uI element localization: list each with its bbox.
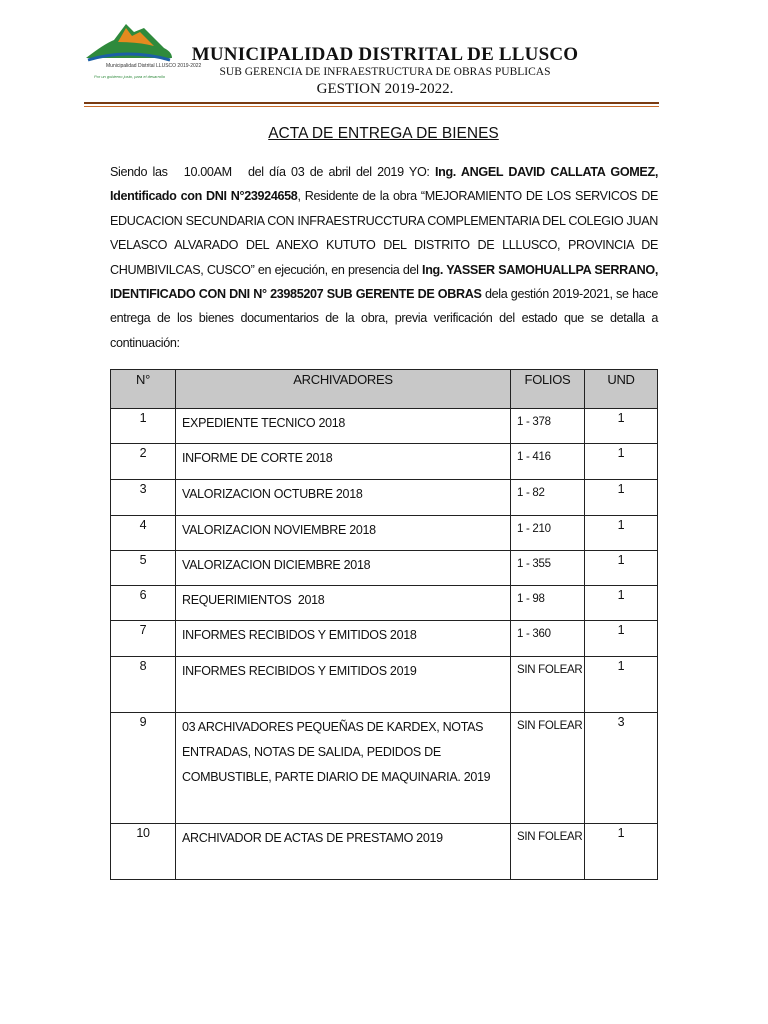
row-num: 4 bbox=[111, 516, 176, 551]
row-folios: 1 - 416 bbox=[511, 444, 585, 480]
row-folios: SIN FOLEAR bbox=[511, 713, 585, 824]
department-subtitle: SUB GERENCIA DE INFRAESTRUCTURA DE OBRAS PUBLICAS bbox=[219, 66, 551, 78]
row-und: 1 bbox=[585, 586, 658, 621]
gestion-period: GESTION 2019-2022. bbox=[316, 81, 454, 97]
table-row bbox=[111, 516, 658, 551]
header-archivadores: ARCHIVADORES bbox=[176, 370, 511, 409]
table-header-row bbox=[111, 370, 658, 409]
header-divider-accent bbox=[84, 106, 659, 107]
row-num: 1 bbox=[111, 409, 176, 444]
row-archivador: REQUERIMIENTOS 2018 bbox=[176, 586, 511, 621]
table-row bbox=[111, 621, 658, 657]
row-num: 2 bbox=[111, 444, 176, 480]
row-num: 10 bbox=[111, 824, 176, 880]
para-bold-2: Ing. YASSER SAMOHUALLPA SERRANO, IDENTIFICADO CON DNI N° 23985207 SUB GERENTE DE OBRAS bbox=[110, 262, 658, 302]
para-bold-1: Ing. ANGEL DAVID CALLATA GOMEZ, Identificado con DNI N°23924658 bbox=[110, 165, 658, 204]
table-row bbox=[111, 657, 658, 713]
header-num: N° bbox=[111, 370, 176, 409]
row-und: 1 bbox=[585, 551, 658, 586]
header-folios: FOLIOS bbox=[511, 370, 585, 409]
header-divider bbox=[84, 102, 659, 104]
para-text-2: , Residente de la obra “MEJORAMIENTO DE LOS SERVICOS DE EDUCACION SECUNDARIA CON INFRAESTRUCCTURA COMPLEMENTARIA DEL COLEGIO JUAN VELASCO ALVARADO DEL ANEXO KUTUTO DEL DISTRITO DE LLLUSCO, PROVINCIA DE CHUMBIVILCAS, CUSCO” en ejecución, en presencia del bbox=[110, 189, 658, 277]
row-und: 1 bbox=[585, 516, 658, 551]
row-folios: 1 - 82 bbox=[511, 480, 585, 516]
row-archivador: EXPEDIENTE TECNICO 2018 bbox=[176, 409, 511, 444]
table-row bbox=[111, 444, 658, 480]
row-und: 1 bbox=[585, 621, 658, 657]
row-und: 1 bbox=[585, 409, 658, 444]
row-archivador: ARCHIVADOR DE ACTAS DE PRESTAMO 2019 bbox=[176, 824, 511, 880]
items-table bbox=[110, 369, 658, 880]
para-text-3: dela gestión 2019-2021, se hace entrega de los bienes documentarios de la obra, previa verificación del estado que se detalla a continuación: bbox=[110, 287, 658, 350]
row-archivador: 03 ARCHIVADORES PEQUEÑAS DE KARDEX, NOTAS ENTRADAS, NOTAS DE SALIDA, PEDIDOS DE COMBUSTIBLE, PARTE DIARIO DE MAQUINARIA. 2019 bbox=[176, 713, 511, 824]
row-archivador: INFORME DE CORTE 2018 bbox=[176, 444, 511, 480]
row-archivador: VALORIZACION NOVIEMBRE 2018 bbox=[176, 516, 511, 551]
row-archivador: INFORMES RECIBIDOS Y EMITIDOS 2019 bbox=[176, 657, 511, 713]
table-row bbox=[111, 586, 658, 621]
row-num: 6 bbox=[111, 586, 176, 621]
municipality-title: MUNICIPALIDAD DISTRITAL DE LLUSCO bbox=[191, 44, 579, 65]
row-folios: SIN FOLEAR bbox=[511, 657, 585, 713]
row-folios: 1 - 360 bbox=[511, 621, 585, 657]
row-und: 1 bbox=[585, 444, 658, 480]
row-num: 3 bbox=[111, 480, 176, 516]
document-title: ACTA DE ENTREGA DE BIENES bbox=[268, 125, 499, 142]
table-row bbox=[111, 551, 658, 586]
row-folios: 1 - 355 bbox=[511, 551, 585, 586]
row-und: 1 bbox=[585, 480, 658, 516]
row-und: 1 bbox=[585, 824, 658, 880]
row-archivador: INFORMES RECIBIDOS Y EMITIDOS 2018 bbox=[176, 621, 511, 657]
row-folios: 1 - 378 bbox=[511, 409, 585, 444]
table-row bbox=[111, 824, 658, 880]
logo-text: Municipalidad Distrital LLUSCO 2019-2022 bbox=[106, 63, 202, 69]
table-row bbox=[111, 480, 658, 516]
table-row bbox=[111, 409, 658, 444]
row-folios: 1 - 210 bbox=[511, 516, 585, 551]
row-folios: 1 - 98 bbox=[511, 586, 585, 621]
row-archivador: VALORIZACION DICIEMBRE 2018 bbox=[176, 551, 511, 586]
row-num: 9 bbox=[111, 713, 176, 824]
row-folios: SIN FOLEAR bbox=[511, 824, 585, 880]
para-text-1: Siendo las 10.00AM del día 03 de abril del 2019 YO: bbox=[110, 165, 435, 179]
row-num: 8 bbox=[111, 657, 176, 713]
intro-paragraph bbox=[110, 160, 658, 355]
header-und: UND bbox=[585, 370, 658, 409]
table-row bbox=[111, 713, 658, 824]
row-num: 7 bbox=[111, 621, 176, 657]
logo-tagline: Por un gobierno justo, para el desarrollo bbox=[94, 74, 166, 79]
row-num: 5 bbox=[111, 551, 176, 586]
row-und: 1 bbox=[585, 657, 658, 713]
row-archivador: VALORIZACION OCTUBRE 2018 bbox=[176, 480, 511, 516]
row-und: 3 bbox=[585, 713, 658, 824]
